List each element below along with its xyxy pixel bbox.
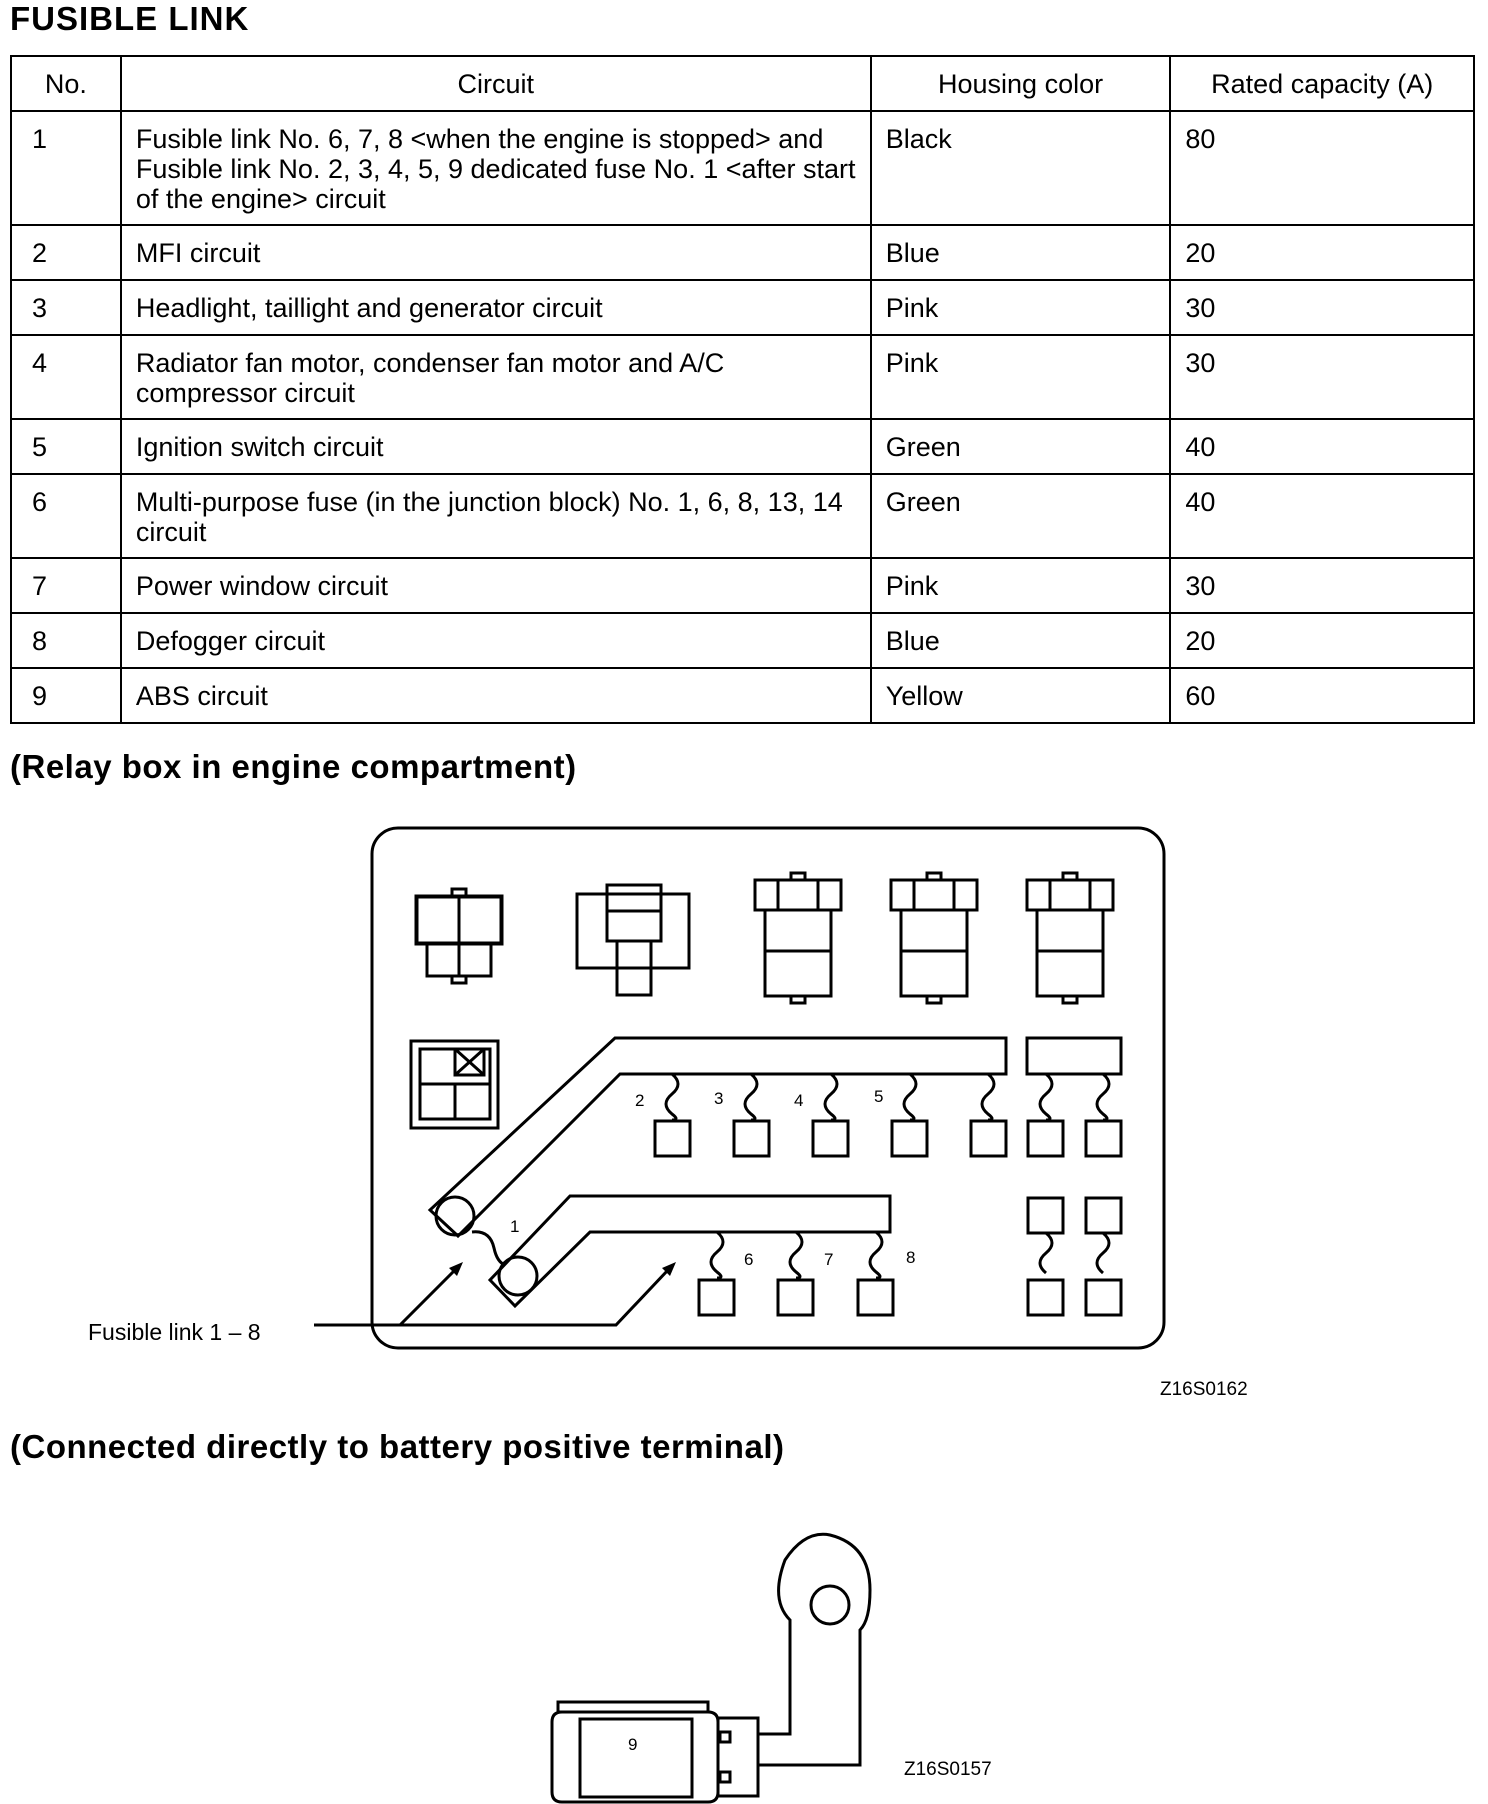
fuse-block — [411, 1041, 498, 1128]
header-housing-color: Housing color — [871, 56, 1171, 111]
relay-4 — [891, 873, 977, 1003]
cell-no: 5 — [11, 419, 121, 474]
cell-no: 4 — [11, 335, 121, 419]
link-number-2: 2 — [635, 1091, 645, 1110]
lower-bus-stud — [499, 1257, 537, 1295]
figure-code-battery: Z16S0157 — [904, 1759, 992, 1780]
callout-line-1 — [314, 1270, 455, 1325]
relay-2 — [577, 885, 689, 995]
cell-circuit: MFI circuit — [121, 225, 871, 280]
cell-circuit: Defogger circuit — [121, 613, 871, 668]
cell-circuit: Ignition switch circuit — [121, 419, 871, 474]
link-number-9: 9 — [628, 1735, 638, 1754]
cell-circuit: Fusible link No. 6, 7, 8 <when the engine is stopped> and Fusible link No. 2, 3, 4, 5, 9 dedicated fuse No. 1 <after start of the engine> circuit — [121, 111, 871, 225]
fuse-link-2 — [655, 1074, 690, 1156]
fuse-window — [580, 1719, 692, 1797]
cell-color: Blue — [871, 225, 1171, 280]
upper-bus-stud — [436, 1197, 474, 1235]
fuse-link-8 — [858, 1232, 893, 1315]
fuse-link-extra — [971, 1074, 1006, 1156]
right-fuse-upper-right — [1086, 1074, 1121, 1156]
fuse-link-5 — [892, 1074, 927, 1156]
cell-color: Blue — [871, 613, 1171, 668]
cell-color: Pink — [871, 280, 1171, 335]
cell-color: Green — [871, 419, 1171, 474]
link-number-3: 3 — [714, 1089, 724, 1108]
page-title: FUSIBLE LINK — [10, 0, 250, 37]
cell-circuit: Headlight, taillight and generator circuit — [121, 280, 871, 335]
fuse-link-7 — [778, 1232, 813, 1315]
link-number-6: 6 — [744, 1250, 754, 1269]
right-terminal-block — [1027, 1038, 1121, 1074]
cell-color: Green — [871, 474, 1171, 558]
link-number-7: 7 — [824, 1250, 834, 1269]
cell-circuit: Multi-purpose fuse (in the junction block) No. 1, 6, 8, 13, 14 circuit — [121, 474, 871, 558]
relay-1 — [417, 889, 501, 983]
cell-capacity: 30 — [1170, 558, 1474, 613]
link-number-4: 4 — [794, 1091, 804, 1110]
fuse-link-6 — [699, 1232, 734, 1315]
cell-no: 1 — [11, 111, 121, 225]
cell-no: 8 — [11, 613, 121, 668]
cell-no: 9 — [11, 668, 121, 723]
cell-capacity: 20 — [1170, 225, 1474, 280]
upper-bus-bar — [430, 1038, 1006, 1236]
cell-circuit: Radiator fan motor, condenser fan motor and A/C compressor circuit — [121, 335, 871, 419]
fuse-link-3 — [734, 1074, 769, 1156]
link-number-5: 5 — [874, 1087, 884, 1106]
link-number-8: 8 — [906, 1248, 916, 1267]
figure-code-relay: Z16S0162 — [1160, 1379, 1248, 1400]
cell-capacity: 40 — [1170, 419, 1474, 474]
relay-3 — [755, 873, 841, 1003]
header-rated-capacity: Rated capacity (A) — [1170, 56, 1474, 111]
terminal-hole — [811, 1586, 849, 1624]
cell-capacity: 40 — [1170, 474, 1474, 558]
callout-line-2 — [400, 1270, 668, 1325]
cell-color: Yellow — [871, 668, 1171, 723]
cell-capacity: 20 — [1170, 613, 1474, 668]
connector-slot-top — [720, 1732, 730, 1742]
cell-circuit: ABS circuit — [121, 668, 871, 723]
cell-color: Pink — [871, 558, 1171, 613]
cell-color: Pink — [871, 335, 1171, 419]
fuse-body-top — [558, 1702, 708, 1712]
cell-no: 6 — [11, 474, 121, 558]
cell-no: 7 — [11, 558, 121, 613]
link-number-1: 1 — [510, 1217, 520, 1236]
link-1-wire — [472, 1232, 505, 1265]
cell-no: 2 — [11, 225, 121, 280]
right-fuse-lower-right — [1086, 1198, 1121, 1315]
cell-color: Black — [871, 111, 1171, 225]
cell-capacity: 80 — [1170, 111, 1474, 225]
right-fuse-upper-left — [1028, 1074, 1063, 1156]
cell-capacity: 30 — [1170, 335, 1474, 419]
cell-no: 3 — [11, 280, 121, 335]
terminal-lug — [757, 1534, 870, 1765]
battery-terminal-heading: (Connected directly to battery positive terminal) — [10, 1428, 785, 1465]
fuse-link-4 — [813, 1074, 848, 1156]
relay-5 — [1027, 873, 1113, 1003]
right-fuse-lower-left — [1028, 1198, 1063, 1315]
fusible-link-callout: Fusible link 1 – 8 — [88, 1319, 261, 1345]
relay-box-heading: (Relay box in engine compartment) — [10, 748, 577, 785]
battery-fusible-link — [552, 1534, 870, 1802]
cell-capacity: 30 — [1170, 280, 1474, 335]
header-circuit: Circuit — [121, 56, 871, 111]
cell-capacity: 60 — [1170, 668, 1474, 723]
fuse-connector — [718, 1718, 758, 1796]
connector-slot-bottom — [720, 1772, 730, 1782]
cell-circuit: Power window circuit — [121, 558, 871, 613]
header-no: No. — [11, 56, 121, 111]
